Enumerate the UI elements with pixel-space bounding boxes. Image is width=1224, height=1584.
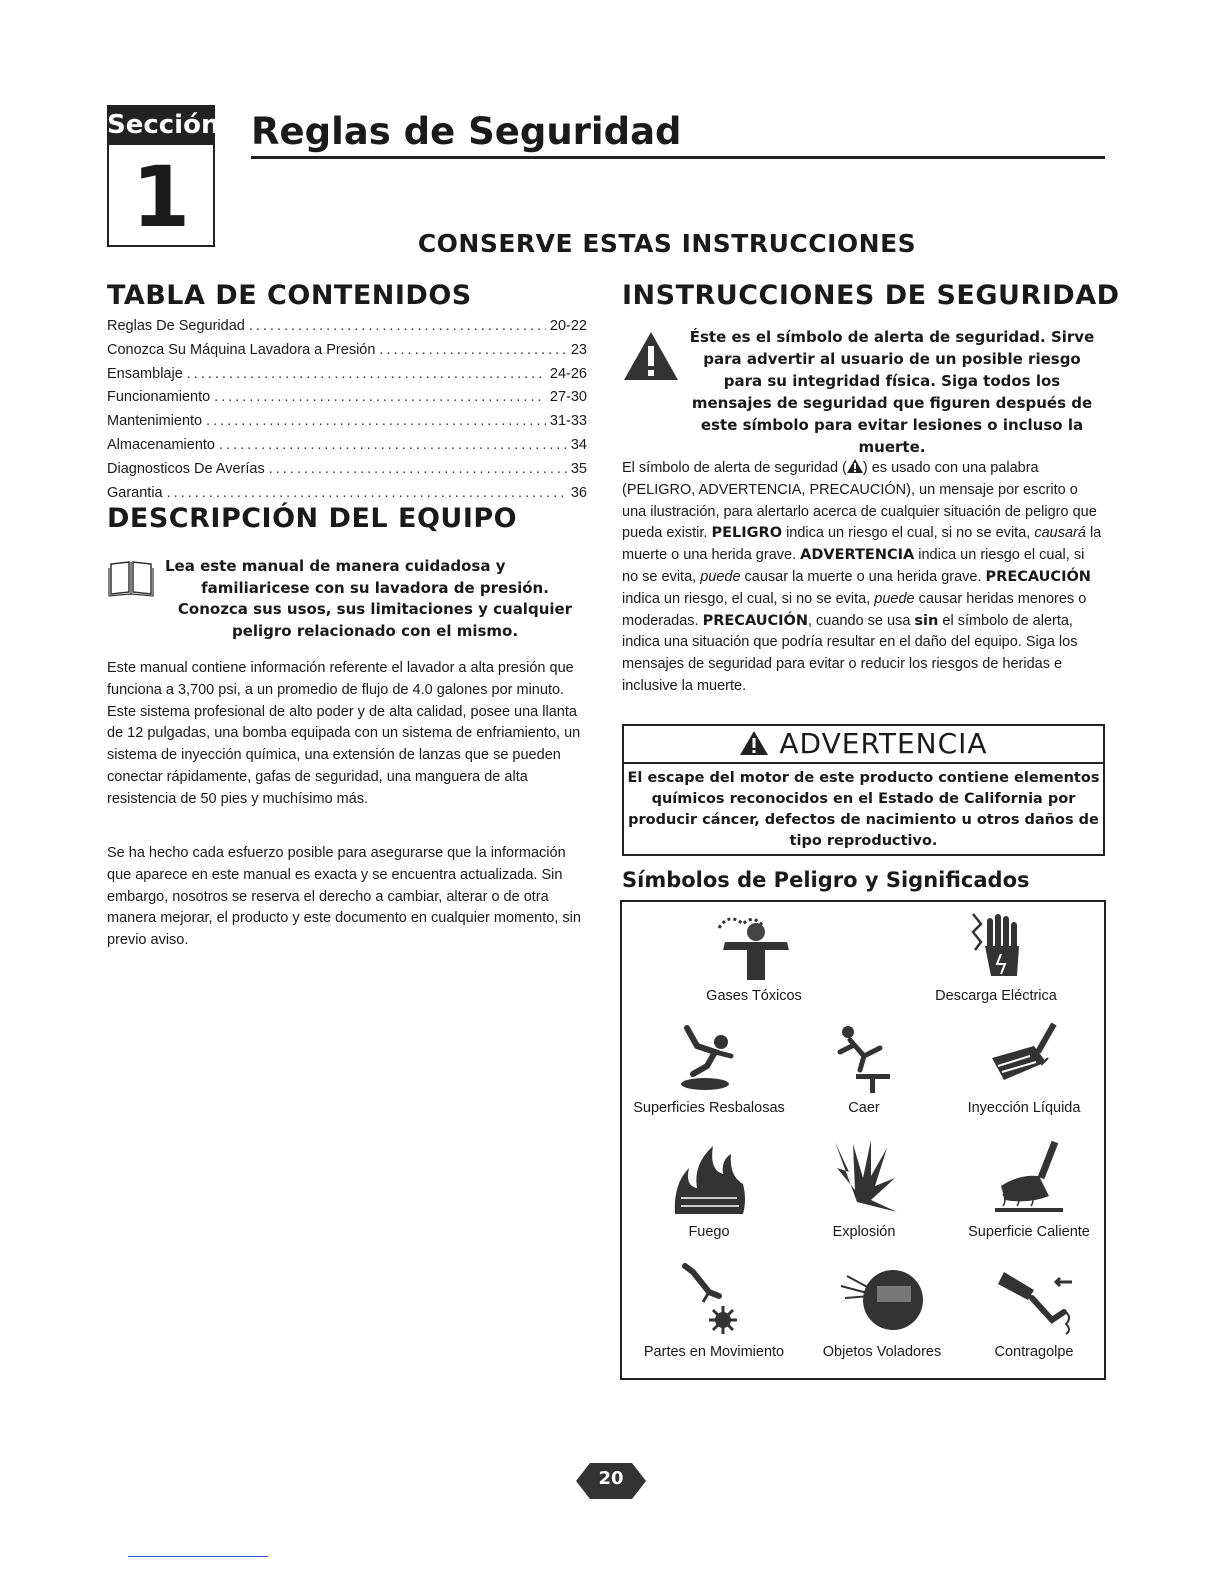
toc-item-label: Diagnosticos De Averías [107, 460, 265, 477]
symbol-label: Caer [848, 1100, 880, 1116]
symbol-label: Partes en Movimiento [643, 1344, 785, 1360]
toc-heading: TABLA DE CONTENIDOS [107, 280, 472, 311]
signal-word-precaucion: PRECAUCIÓN [702, 612, 808, 629]
toc-item-page: 31-33 [549, 413, 587, 430]
toc-item[interactable] [107, 389, 587, 413]
toc-item-page: 24-26 [549, 365, 587, 382]
toc-item-label: Garantia [107, 484, 163, 501]
toc-leader [206, 413, 546, 429]
toc-leader [214, 389, 546, 405]
warning-title: ADVERTENCIA [779, 727, 988, 760]
text-run: la muerte o una herida grave. [622, 525, 1102, 564]
fall-icon [834, 1022, 894, 1094]
section-number: 1 [131, 148, 191, 246]
symbol-explosion [814, 1138, 914, 1240]
text-run: el símbolo de alerta, indica una situación que podría resultar en el daño del equipo. Siga los mensajes de seguridad para evitar o reducir los riesgos de heridas e inclusive la muerte. [622, 612, 1078, 694]
manual-book-icon [107, 558, 155, 598]
symbol-label: Objetos Voladores [822, 1344, 942, 1360]
emphasis: puede [874, 590, 915, 607]
text-run: , cuando se usa [808, 612, 915, 629]
alert-description: Éste es el símbolo de alerta de seguridad. Sirve para advertir al usuario de un posible riesgo para su integridad física. Siga todos los mensajes de seguridad que figuren después de este símbolo para evitar lesiones o incluso la muerte. [689, 328, 1095, 456]
toc-item-label: Ensamblaje [107, 365, 183, 382]
electric-shock-icon [961, 910, 1031, 982]
symbol-electric-shock [906, 910, 1086, 1004]
symbol-label: Gases Tóxicos [706, 988, 802, 1004]
emphasis: puede [700, 568, 741, 585]
symbol-kickback [964, 1262, 1104, 1360]
symbol-hot-surface [954, 1138, 1104, 1240]
toc-item-label: Funcionamiento [107, 389, 211, 406]
moving-parts-icon [679, 1262, 749, 1338]
toc-leader [249, 318, 546, 334]
toc-item[interactable] [107, 413, 587, 437]
symbol-flying-objects [802, 1262, 962, 1360]
toc-list [107, 318, 587, 508]
toc-item-page: 34 [570, 436, 587, 453]
page-title: Reglas de Seguridad [251, 110, 682, 153]
signal-word-peligro: PELIGRO [711, 525, 783, 542]
toc-item-label: Reglas De Seguridad [107, 318, 245, 334]
symbol-fall [814, 1022, 914, 1116]
text-run: ) es usado con una palabra (PELIGRO, ADVERTENCIA, PRECAUCIÓN), un mensaje por escrito o una ilustración, para alertarlo acerca de cualquier situación de peligro que pueda existir. [622, 460, 1097, 542]
symbol-label: Explosión [832, 1224, 896, 1240]
signal-word-advertencia: ADVERTENCIA [800, 547, 915, 564]
symbol-fluid-injection [944, 1022, 1104, 1116]
bottom-rule [128, 1556, 268, 1557]
symbol-label: Descarga Eléctrica [935, 988, 1057, 1004]
toc-item-page: 27-30 [549, 389, 587, 406]
text-run: indica un riesgo el cual, si no se evita, [782, 525, 1035, 542]
symbol-moving-parts [624, 1262, 804, 1360]
toc-item-page: 35 [570, 460, 587, 477]
symbol-toxic-gas [674, 910, 834, 1004]
symbol-label: Superficies Resbalosas [633, 1100, 785, 1116]
safety-alert-icon [739, 730, 769, 756]
toc-leader [187, 366, 546, 382]
signal-words-paragraph [622, 458, 1102, 698]
safety-alert-icon [847, 459, 863, 473]
symbol-label: Fuego [688, 1224, 730, 1240]
description-paragraph-2: Se ha hecho cada esfuerzo posible para asegurarse que la información que aparece en este manual es exacta y se encuentra actualizada. Sin embargo, nosotros se reserva el derecho a cambiar, alterar o de otra manera mejorar, el producto y este documento en cualquier momento, sin previo aviso. [107, 845, 581, 949]
toxic-gas-icon [709, 910, 799, 982]
text-run: causar heridas menores o moderadas. [622, 590, 1087, 629]
conserve-heading: CONSERVE ESTAS INSTRUCCIONES [417, 229, 917, 258]
emphasis: causará [1034, 525, 1086, 542]
warning-header [624, 726, 1103, 764]
slippery-surface-icon [669, 1022, 749, 1094]
title-rule [251, 156, 1105, 159]
toc-item-label: Mantenimiento [107, 413, 203, 430]
text-run: El símbolo de alerta de seguridad ( [622, 460, 847, 476]
fluid-injection-icon [984, 1022, 1064, 1094]
toc-item-page: 36 [570, 484, 587, 501]
emphasis-sin: sin [914, 612, 939, 629]
symbol-label: Contragolpe [994, 1344, 1074, 1360]
toc-leader [379, 342, 566, 358]
safety-alert-icon [622, 330, 680, 382]
toc-item-label: Almacenamiento [107, 436, 215, 453]
signal-word-precaucion: PRECAUCIÓN [985, 568, 1091, 585]
symbol-fire [644, 1138, 774, 1240]
toc-leader [167, 485, 567, 501]
toc-item-page: 23 [570, 341, 587, 358]
description-heading: DESCRIPCIÓN DEL EQUIPO [107, 503, 518, 534]
toc-item[interactable] [107, 318, 587, 342]
symbols-panel [620, 900, 1106, 1380]
text-run: causar la muerte o una herida grave. [740, 568, 986, 585]
toc-item[interactable] [107, 437, 587, 461]
toc-item[interactable] [107, 366, 587, 390]
flying-objects-icon [837, 1262, 927, 1338]
toc-item[interactable] [107, 342, 587, 366]
description-note-line1: Lea este manual de manera cuidadosa y [165, 557, 506, 575]
text-run: indica un riesgo, el cual, si no se evita, [622, 590, 875, 607]
page-number: 20 [598, 1468, 624, 1489]
toc-item[interactable] [107, 461, 587, 485]
description-note-rest: familiaricese con su lavadora de presión. Conozca sus usos, sus limitaciones y cualquier peligro relacionado con el mismo. [177, 578, 573, 640]
kickback-icon [994, 1262, 1074, 1338]
explosion-icon [827, 1138, 901, 1218]
instructions-heading: INSTRUCCIONES DE SEGURIDAD [622, 280, 1120, 311]
section-label: Sección [107, 105, 215, 145]
toc-leader [269, 461, 567, 477]
symbols-heading: Símbolos de Peligro y Significados [622, 868, 1030, 892]
warning-body: El escape del motor de este producto contiene elementos químicos reconocidos en el Estado de California por producir cáncer, defectos de nacimiento u otros daños de tipo reproductivo. [627, 770, 1100, 849]
description-note [165, 556, 585, 642]
toc-item-page: 20-22 [549, 318, 587, 334]
fire-icon [669, 1138, 749, 1218]
toc-leader [219, 437, 567, 453]
symbol-label: Superficie Caliente [968, 1224, 1090, 1240]
hot-surface-icon [989, 1138, 1069, 1218]
text-run: indica un riesgo el cual, si no se evita, [622, 547, 1085, 585]
symbol-label: Inyección Líquida [967, 1100, 1081, 1116]
symbol-slippery-surface [624, 1022, 794, 1116]
description-paragraph-1: Este manual contiene información referente el lavador a alta presión que funciona a 3,700 psi, a un promedio de flujo de 4.0 galones por minuto. Este sistema profesional de alto poder y de alta calidad, posee una llanta de 12 pulgadas, una bomba equipada con un sistema de enfriamiento, un sistema de inyección química, una extensión de lanzas que se pueden conectar rápidamente, gafas de seguridad, una manguera de alta resistencia de 50 pies y muchísimo más. [107, 660, 581, 807]
toc-item-label: Conozca Su Máquina Lavadora a Presión [107, 341, 376, 358]
